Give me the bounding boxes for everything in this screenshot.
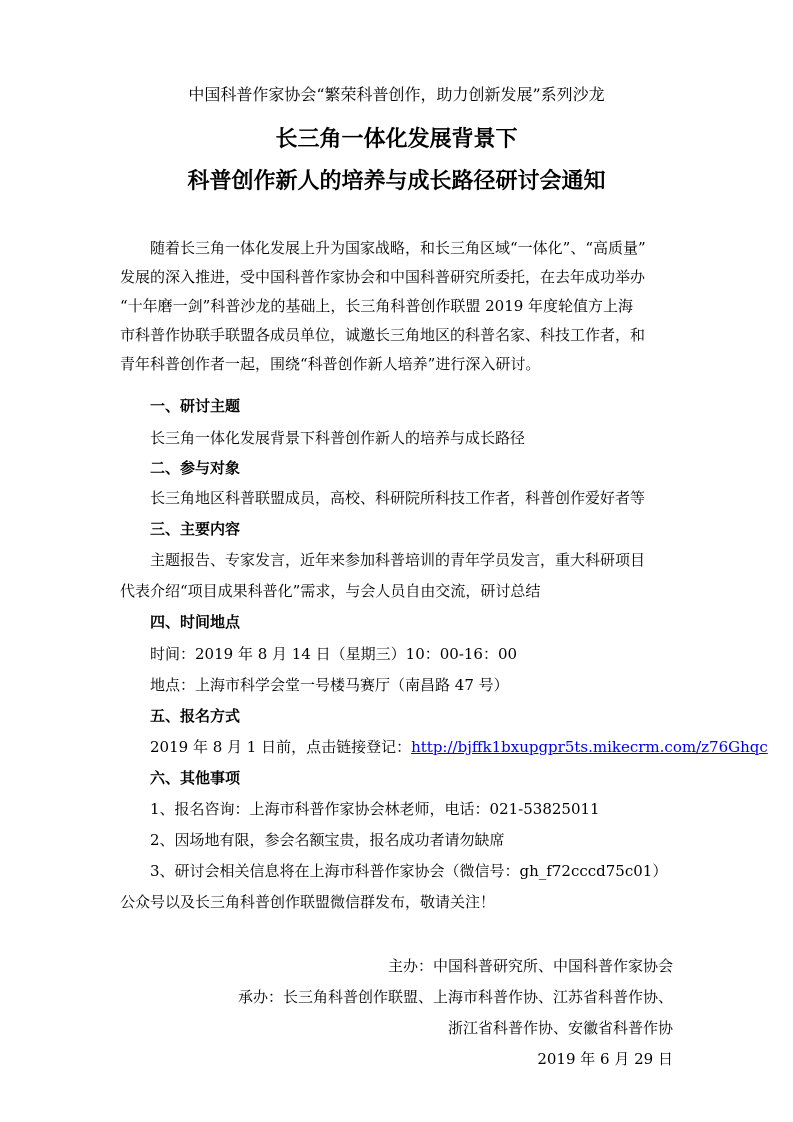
section-4-heading: 四、时间地点 [150, 613, 241, 631]
section-5-heading: 五、报名方式 [150, 707, 241, 725]
section-4-time: 时间：2019 年 8 月 14 日（星期三）10：00-16：00 [150, 645, 518, 663]
section-2-content: 长三角地区科普联盟成员，高校、科研院所科技工作者，科普创作爱好者等 [150, 489, 646, 507]
document-title-line-1: 长三角一体化发展背景下 [275, 126, 518, 152]
document-title-line-2: 科普创作新人的培养与成长路径研讨会通知 [187, 168, 606, 194]
section-2-heading: 二、参与对象 [150, 459, 241, 477]
footer-date: 2019 年 6 月 29 日 [537, 1050, 673, 1068]
intro-line-4: 市科普作协联手联盟各成员单位，诚邀长三角地区的科普名家、科技工作者，和 [120, 326, 646, 344]
section-6-item-3-line-2: 公众号以及长三角科普创作联盟微信群发布，敬请关注！ [120, 893, 496, 911]
section-6-heading: 六、其他事项 [150, 769, 241, 787]
series-title: 中国科普作家协会“繁荣科普创作，助力创新发展”系列沙龙 [188, 85, 605, 104]
intro-line-1: 随着长三角一体化发展上升为国家战略，和长三角区域“一体化”、“高质量” [150, 239, 646, 257]
section-6-item-2: 2、因场地有限，参会名额宝贵，报名成功者请勿缺席 [150, 831, 505, 849]
section-6-item-1: 1、报名咨询：上海市科普作家协会林老师，电话：021-53825011 [150, 800, 600, 818]
intro-paragraph [120, 234, 673, 379]
footer-organizer-line-2: 浙江省科普作协、安徽省科普作协 [447, 1019, 673, 1037]
section-1-content: 长三角一体化发展背景下科普创作新人的培养与成长路径 [150, 429, 526, 447]
section-6-item-3-line-1: 3、研讨会相关信息将在上海市科普作家协会（微信号：gh_f72cccd75c01） [150, 862, 668, 880]
footer-organizer-line-1: 承办：长三角科普创作联盟、上海市科普作协、江苏省科普作协、 [237, 988, 673, 1006]
registration-text: 2019 年 8 月 1 日前，点击链接登记： [150, 738, 412, 756]
section-3-line-1: 主题报告、专家发言，近年来参加科普培训的青年学员发言，重大科研项目 [150, 551, 646, 569]
registration-link[interactable]: http://bjffk1bxupgpr5ts.mikecrm.com/z76Ghqc [411, 738, 768, 756]
intro-line-5: 青年科普创作者一起，围绕“科普创作新人培养”进行深入研讨。 [120, 355, 541, 373]
section-5-registration [150, 737, 768, 757]
section-3-heading: 三、主要内容 [150, 520, 241, 538]
section-3-line-2: 代表介绍“项目成果科普化”需求，与会人员自由交流，研讨总结 [120, 582, 541, 600]
section-1-heading: 一、研讨主题 [150, 397, 241, 415]
intro-line-3: “十年磨一剑”科普沙龙的基础上，长三角科普创作联盟 2019 年度轮值方上海 [120, 297, 634, 315]
intro-line-2: 发展的深入推进，受中国科普作家协会和中国科普研究所委托，在去年成功举办 [120, 268, 646, 286]
section-4-place: 地点：上海市科学会堂一号楼马赛厅（南昌路 47 号） [150, 676, 509, 694]
footer-host: 主办：中国科普研究所、中国科普作家协会 [387, 957, 673, 975]
